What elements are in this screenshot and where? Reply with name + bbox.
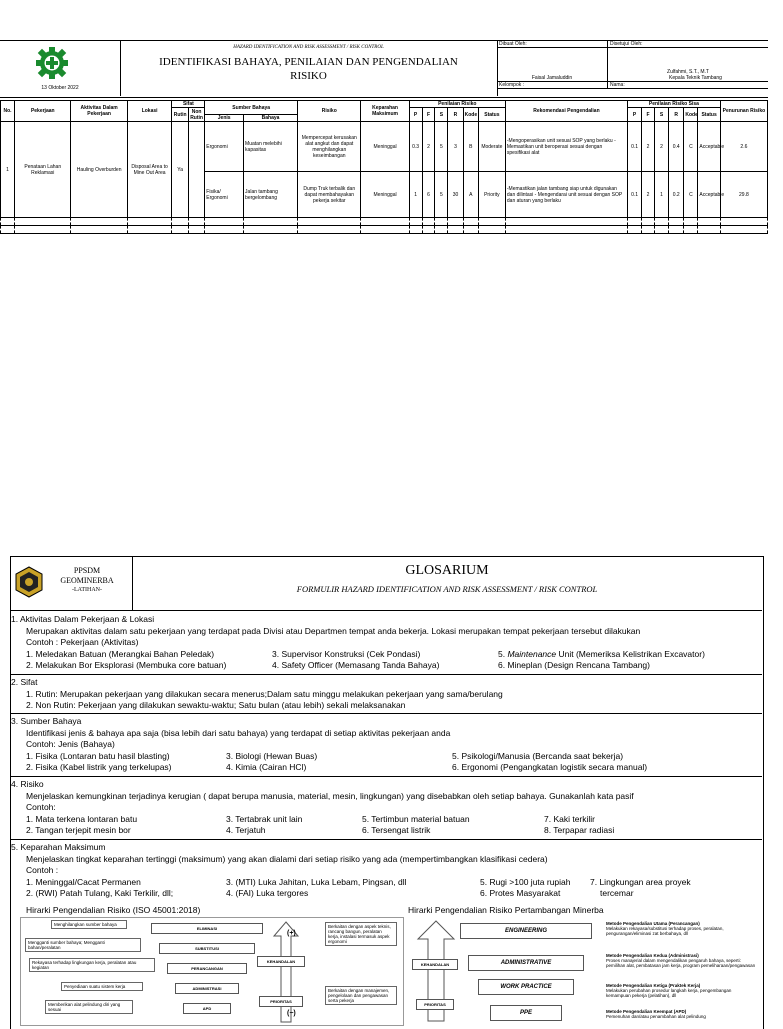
disetujui-role: Kepala Teknik Tambang	[669, 75, 722, 81]
hier2-note-1-head: Metode Pengendalian Kedua (Administrasi)	[606, 953, 699, 958]
cell-s: 5	[435, 172, 448, 218]
s1-contoh: Contoh : Pekerjaan (Aktivitas)	[26, 637, 139, 647]
hier1-left-1: Mengganti sumber bahaya; Mengganti bahan/peralatan	[25, 938, 141, 952]
cell-sisa-f: 2	[642, 172, 655, 218]
hier1-plus: (+)	[287, 930, 296, 937]
hier2-level-1: ADMINISTRATIVE	[468, 955, 584, 971]
cell-keparahan: Meninggal	[361, 172, 409, 218]
hier1-kehandalan: KEHANDALAN	[257, 956, 305, 967]
cell-sisa-s: 1	[655, 172, 669, 218]
hier2-note-0-body: Melakukan rekayasa/substitusi terhadap proses, peralatan, pengurangan/eliminasi zat berbahaya, dll	[606, 926, 724, 936]
hira-table	[0, 100, 768, 234]
s5-item7b: tercemar	[600, 888, 634, 898]
cell-no: 1	[1, 122, 15, 218]
hier2-level-3: PPE	[490, 1005, 562, 1021]
s3-item3: 3. Biologi (Hewan Buas)	[226, 751, 318, 761]
s4-item2: 2. Tangan terjepit mesin bor	[26, 825, 131, 835]
table-row-empty	[1, 218, 768, 226]
th-r: R	[448, 108, 463, 122]
th-sifat: Sifat	[172, 101, 205, 108]
th-sisa-status: Status	[698, 108, 720, 122]
hier1-prioritas: PRIORITAS	[259, 996, 303, 1007]
form-subtitle: HAZARD IDENTIFICATION AND RISK ASSESSMENT / RISK CONTROL	[233, 45, 384, 50]
s3-item6: 6. Ergonomi (Pengangkatan logistik secara manual)	[452, 762, 648, 772]
th-risiko: Risiko	[298, 101, 361, 122]
th-non-rutin: Non Rutin	[190, 108, 203, 121]
s4-item1: 1. Mata terkena lontaran batu	[26, 814, 138, 824]
cell-sisa-p: 0.1	[628, 172, 642, 218]
th-sumber: Sumber Bahaya	[205, 101, 298, 115]
cell-penurunan: 29.8	[720, 172, 767, 218]
th-rekomendasi: Rekomendasi Pengendalian	[505, 101, 627, 122]
th-sisa-r: R	[669, 108, 684, 122]
s4-heading: 4. Risiko	[11, 779, 44, 789]
s3-item5: 5. Psikologi/Manusia (Bercanda saat bekerja)	[452, 751, 624, 761]
hier1-level-1: SUBSTITUSI	[159, 943, 255, 954]
cell-p: 1	[409, 172, 422, 218]
s4-item6: 6. Tersengat listrik	[362, 825, 431, 835]
hier1-level-2: PERANCANGAN	[167, 963, 247, 974]
th-keparahan: Keparahan Maksimum	[361, 101, 409, 122]
s1-item6: 6. Mineplan (Design Rencana Tambang)	[498, 660, 650, 670]
s3-contoh: Contoh: Jenis (Bahaya)	[26, 739, 115, 749]
s3-desc: Identifikasi jenis & bahaya apa saja (bisa lebih dari satu bahaya) yang terdapat di setiap aktivitas pekerjaan anda	[26, 728, 451, 738]
cell-kode: A	[463, 172, 478, 218]
hier2-level-2: WORK PRACTICE	[478, 979, 574, 995]
glossary-logo-cell	[10, 556, 133, 610]
s5-item7a: 7. Lingkungan area proyek	[590, 877, 691, 887]
cell-risiko: Dump Truk terbalik dan dapat membahayakan pekerja sekitar	[298, 172, 361, 218]
form-logo-cell	[0, 40, 121, 96]
divider	[10, 839, 762, 840]
hier2-note-0	[606, 921, 756, 936]
glossary-subtitle: FORMULIR HAZARD IDENTIFICATION AND RISK ASSESSMENT / RISK CONTROL	[296, 584, 598, 594]
hier1-arrow-icon	[271, 920, 301, 1024]
dibuat-label: Dibuat Oleh:	[499, 41, 527, 47]
th-jenis: Jenis	[205, 115, 244, 122]
s5-desc: Menjelaskan tingkat keparahan tertinggi (maksimum) yang akan dialami dari setiap risiko yang ada (mempertimbangkan klasifikasi cedera)	[26, 854, 548, 864]
disetujui-name: Zulfahmi, S.T., M.T	[667, 69, 709, 75]
cell-p: 0.3	[409, 122, 422, 172]
cell-f: 2	[422, 122, 435, 172]
hier1-left-2: Rekayasa terhadap lingkungan kerja, peralatan atau kegiatan	[29, 958, 155, 972]
divider	[10, 713, 762, 714]
org-line1: PPSDM	[73, 566, 101, 575]
cell-aktivitas: Hauling Overburden	[71, 122, 127, 218]
s1-heading: 1. Aktivitas Dalam Pekerjaan & Lokasi	[11, 614, 155, 624]
cell-bahaya: Muatan melebihi kapasitas	[244, 122, 298, 172]
form-date: 13 Oktober 2022	[41, 85, 79, 91]
nama-label: Nama:	[610, 82, 625, 88]
s1-item1: 1. Meledakan Batuan (Merangkai Bahan Peledak)	[26, 649, 215, 659]
kelompok-label: Kelompok :	[499, 82, 525, 88]
s1-item3: 3. Supervisor Konstruksi (Cek Pondasi)	[272, 649, 421, 659]
hier2-note-3	[606, 1009, 756, 1019]
cell-f: 6	[422, 172, 435, 218]
cell-status: Moderate	[478, 122, 505, 172]
th-f: F	[422, 108, 435, 122]
s1-item5-italic: Maintenance	[507, 649, 557, 659]
s5-item4: 4. (FAI) Luka tergores	[226, 888, 309, 898]
cell-sisa-f: 2	[642, 122, 655, 172]
hier2-note-1	[606, 953, 756, 968]
hier1-right-1: Berkaitan dengan aspek teknis, rancang bangun, peralatan kerja, instalasi termasuk aspek ergonomi	[325, 922, 397, 946]
form-title-cell	[120, 40, 498, 96]
cell-jenis: Ergonomi	[205, 122, 244, 172]
cell-r: 30	[448, 172, 463, 218]
disetujui-label: Disetujui Oleh:	[610, 41, 643, 47]
hier2-note-2-body: Melakukan perubahan prosedur langkah kerja, pengembangan kemampuan pekerja (pelatihan), dll	[606, 988, 732, 998]
s2-item1: 1. Rutin: Merupakan pekerjaan yang dilakukan secara menerus;Dalam satu minggu melakukan pekerjaan yang sama/berulang	[26, 689, 503, 699]
hier1-level-0: ELIMINASI	[151, 923, 263, 934]
th-kode: Kode	[463, 108, 478, 122]
s4-item8: 8. Terpapar radiasi	[544, 825, 615, 835]
cell-pekerjaan: Penataan Lahan Reklamasi	[15, 122, 71, 218]
s2-item2: 2. Non Rutin: Pekerjaan yang dilakukan sewaktu-waktu; Satu bulan (atau lebih) sekali melaksanakan	[26, 700, 406, 710]
cell-sisa-kode: C	[684, 172, 698, 218]
form-title-line1: IDENTIFIKASI BAHAYA, PENILAIAN DAN PENGENDALIAN	[159, 56, 458, 68]
s3-item1: 1. Fisika (Lontaran batu hasil blasting)	[26, 751, 170, 761]
s4-item5: 5. Tertimbun material batuan	[362, 814, 470, 824]
cell-bahaya: Jalan tambang bergelombang	[244, 172, 298, 218]
glossary-title: GLOSARIUM	[405, 563, 489, 578]
s5-contoh: Contoh :	[26, 865, 59, 875]
org-line2: GEOMINERBA	[60, 576, 114, 585]
s4-item4: 4. Terjatuh	[226, 825, 266, 835]
th-penilaian: Penilaian Risiko	[409, 101, 505, 108]
hier1-level-4: APD	[183, 1003, 231, 1014]
th-bahaya: Bahaya	[244, 115, 298, 122]
s1-desc: Merupakan aktivitas dalam satu pekerjaan yang terdapat pada Divisi atau Departmen tempat anda bekerja. Lokasi merupakan tempat pekerjaan tersebut dilakukan	[26, 626, 641, 636]
th-no: No.	[1, 101, 15, 122]
th-sisa-f: F	[642, 108, 655, 122]
hier1-level-3: ADMINISTRASI	[175, 983, 239, 994]
hier2-prioritas: PRIORITAS	[416, 999, 454, 1010]
cell-penurunan: 2.6	[720, 122, 767, 172]
s4-desc: Menjelaskan kemungkinan terjadinya kerugian ( dapat berupa manusia, material, mesin, lingkungan) yang disebabkan oleh setiap bahaya. Gunakanlah kata pasif	[26, 791, 634, 801]
ppsdm-emblem-icon	[14, 566, 44, 598]
org-line3: -LATIHAN-	[72, 587, 102, 593]
s1-item2: 2. Melakukan Bor Eksplorasi (Membuka core batuan)	[26, 660, 227, 670]
s3-heading: 3. Sumber Bahaya	[11, 716, 82, 726]
cell-rekomendasi: -Mengoperasikan unit sesuai SOP yang berlaku -Memastikan unit beroperasi sesuai dengan spesifikasi alat	[505, 122, 627, 172]
cell-sisa-status: Acceptable	[698, 172, 720, 218]
s4-item7: 7. Kaki terkilir	[544, 814, 596, 824]
cell-sisa-r: 0.2	[669, 172, 684, 218]
cell-rutin: Ya	[172, 122, 188, 218]
table-row-empty	[1, 226, 768, 234]
th-p: P	[409, 108, 422, 122]
cell-rekomendasi: -Memastikan jalan tambang siap untuk digunakan dan dilintasi - Mengendarai unit sesuai dengan SOP dan aturan yang berlaku	[505, 172, 627, 218]
s4-item3: 3. Tertabrak unit lain	[226, 814, 303, 824]
th-s: S	[435, 108, 448, 122]
th-sisa-s: S	[655, 108, 669, 122]
th-sisa-kode: Kode	[684, 108, 698, 122]
s3-item2: 2. Fisika (Kabel listrik yang terkelupas)	[26, 762, 172, 772]
th-sisa-p: P	[628, 108, 642, 122]
th-penurunan: Penurunan Risiko	[720, 101, 767, 122]
hier2-title: Hirarki Pengendalian Risiko Pertambangan Minerba	[408, 905, 604, 915]
cell-sisa-s: 2	[655, 122, 669, 172]
s1-item5-num: 5.	[498, 649, 508, 659]
hier1-right-2: Berkaitan dengan manajemen, pengelolaan dan pengawasan serta pekerja	[325, 986, 397, 1005]
s5-item2: 2. (RWI) Patah Tulang, Kaki Terkilir, dll;	[26, 888, 174, 898]
cell-r: 3	[448, 122, 463, 172]
cell-sisa-status: Acceptable	[698, 122, 720, 172]
company-gear-logo-icon	[33, 46, 71, 80]
hier1-minus: (−)	[287, 1010, 296, 1017]
hier2-note-3-body: Pemenuhan dan/atau penambahan alat pelindung	[606, 1014, 706, 1019]
cell-status: Priority	[478, 172, 505, 218]
cell-sisa-r: 0.4	[669, 122, 684, 172]
s5-item1: 1. Meninggal/Cacat Permanen	[26, 877, 141, 887]
cell-sisa-p: 0.1	[628, 122, 642, 172]
divider	[10, 776, 762, 777]
s5-item6: 6. Protes Masyarakat	[480, 888, 561, 898]
hier1-title: Hirarki Pengendalian Risiko (ISO 45001:2018)	[26, 905, 201, 915]
s3-item4: 4. Kimia (Cairan HCl)	[226, 762, 307, 772]
cell-risiko: Mempercepat kerusakan alat angkut dan dapat menghilangkan keseimbangan	[298, 122, 361, 172]
dibuat-name: Faisal Jamaluddin	[531, 75, 573, 81]
s1-item4: 4. Safety Officer (Memasang Tanda Bahaya)	[272, 660, 440, 670]
th-rutin: Rutin	[172, 108, 188, 122]
s5-heading: 5. Keparahan Maksimum	[11, 842, 106, 852]
cell-lokasi: Disposal Area to Mine Out Area	[127, 122, 172, 218]
hier1-left-3: Penyediaan suatu sistem kerja	[61, 982, 143, 991]
hier2-note-0-head: Metode Pengendalian Utama (Perancangan)	[606, 921, 700, 926]
th-lokasi: Lokasi	[127, 101, 172, 122]
approval-block	[497, 40, 768, 96]
hier1-left-4: Memberikan alat pelindung diri yang sesuai	[45, 1000, 133, 1014]
hier2-note-2	[606, 983, 756, 998]
divider	[10, 674, 762, 675]
th-penilaian-sisa: Penilaian Risiko Sisa	[628, 101, 721, 108]
s1-item5-rest: Unit (Memeriksa Kelistrikan Excavator)	[556, 649, 705, 659]
form-title-line2: RISIKO	[290, 70, 327, 82]
cell-sisa-kode: C	[684, 122, 698, 172]
table-row	[1, 122, 768, 172]
th-pekerjaan: Pekerjaan	[15, 101, 71, 122]
hier2-diagram	[410, 917, 760, 1024]
cell-non-rutin	[188, 122, 204, 218]
s5-item3: 3. (MTI) Luka Jahitan, Luka Lebam, Pingsan, dll	[226, 877, 407, 887]
th-aktivitas: Aktivitas Dalam Pekerjaan	[71, 101, 127, 122]
s4-contoh: Contoh:	[26, 802, 56, 812]
hier2-level-0: ENGINEERING	[460, 923, 592, 939]
s5-item5: 5. Rugi >100 juta rupiah	[480, 877, 571, 887]
hier2-note-1-body: Proses manajerial dalam mengendalikan pengaruh bahaya, seperti: pemilihan alat, pembatasan jam kerja, program pemeliharaan/pengawasan	[606, 958, 756, 968]
th-status: Status	[478, 108, 505, 122]
cell-jenis: Fisika/ Ergonomi	[205, 172, 244, 218]
cell-s: 5	[435, 122, 448, 172]
hier2-note-3-head: Metode Pengendalian Keempat (APD)	[606, 1009, 687, 1014]
hier2-note-2-head: Metode Pengendalian Ketiga (Praktek Kerja)	[606, 983, 701, 988]
hier1-left-0: Menghilangkan sumber bahaya	[51, 920, 127, 929]
cell-kode: B	[463, 122, 478, 172]
s1-item5	[498, 649, 705, 660]
hier1-diagram	[20, 917, 404, 1026]
s2-heading: 2. Sifat	[11, 677, 38, 687]
hier2-kehandalan: KEHANDALAN	[412, 959, 458, 970]
cell-keparahan: Meninggal	[361, 122, 409, 172]
